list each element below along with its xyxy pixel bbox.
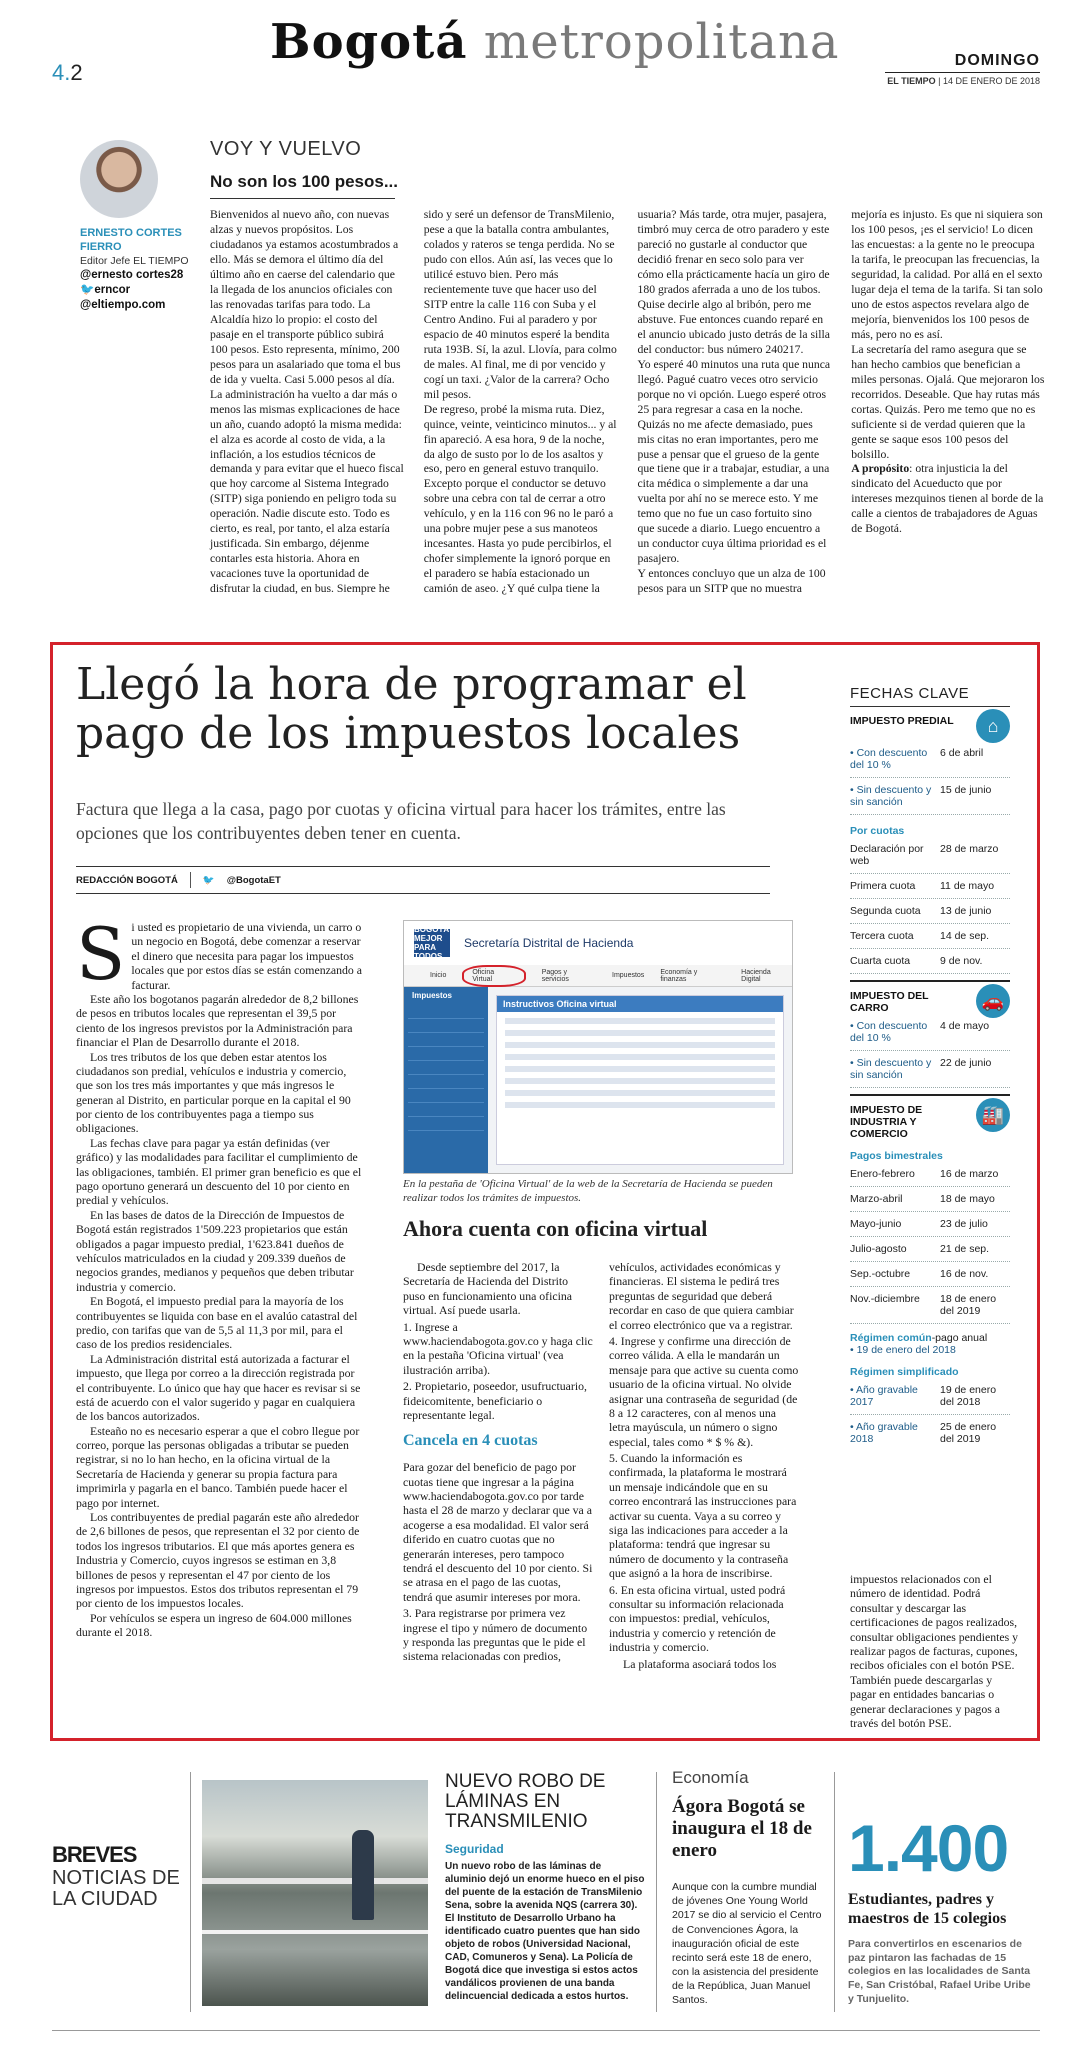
big-text: Para convertirlos en escenarios de paz pintaron las fachadas de 15 colegios en las localidades de Santa Fe, San Cristóbal, Rafael Uribe Uribe y Tunjuelito.	[848, 1938, 1031, 2005]
article-paragraph: Los contribuyentes de predial pagarán este año alrededor de 2,6 billones de pesos, que representan el 32 por ciento de todos los ingresos tributarios. El que más aportes genera es Industria y Comercio, cuyos ingresos se estiman en 3,8 billones de pesos y representan el 47 por ciento de los ingresos por impuestos. Estos dos tributos representan el 79 por ciento de los impuestos locales.	[76, 1510, 360, 1611]
date-row: • Con descuento del 10 % 4 de mayo	[850, 1014, 1010, 1051]
comun-row: Régimen común-pago anual • 19 de enero del 2018	[850, 1332, 988, 1356]
date-row: • Sin descuento y sin sanción 22 de junio	[850, 1051, 1010, 1088]
article-first-paragraph: Si usted es propietario de una vivienda, un carro o un negocio en Bogotá, debe comenzar a reservar el dinero que necesita para pagar los impuestos locales que por estos días se están comenzando a facturar.	[76, 920, 362, 996]
column-rule	[210, 198, 395, 199]
cuotas-subheading: Por cuotas	[850, 825, 905, 837]
bogota-logo: BOGOTÁ MEJOR PARA TODOS	[414, 925, 450, 961]
date-row: Mayo-junio 23 de julio	[850, 1212, 1010, 1237]
bottom-rule	[52, 2030, 1040, 2031]
article-paragraph: En las bases de datos de la Dirección de Impuestos de Bogotá están registrados 1'509.223 propietarios que están obligados a pagar impuesto predial, 1'623.841 dueños de vehículos matriculados en la ciudad y 209.339 dueños de negocios grandes, medianos y pequeños que deben tributar industria y comercio.	[76, 1207, 354, 1294]
sub-step: 5. Cuando la información es confirmada, la plataforma le mostrará un mensaje indicándole que en su correo encontrará las instrucciones para activar su cuenta. Vaya a su correo y siga las indicaciones para acceder a la plataforma: tendrá que ingresar su número de documento y la contraseña que asignó a la hora de inscribirse.	[609, 1451, 797, 1581]
ss-nav-item: Economía y finanzas	[660, 968, 698, 983]
sub-headline: Ahora cuenta con oficina virtual	[403, 1216, 708, 1241]
column-paragraph: Yo esperé 40 minutos una ruta que nunca llegó. Pagué cuatro veces otro servicio porque no vi opción. Luego esperé otros 25 para regresar a casa en la noche. Quizás no me afecte demasiado, pues mis citas no eran importantes, pero me puse a pensar que el grueso de la gente que tiene que ir a trabajar, estudiar, a una cita médica o simplemente a dar una vuelta por ahí no se merece esto. Y me temo que no fue un caso fortuito sino que sucede a diario. Luego encuentro a un conductor cuya última prioridad es el pasajero.	[637, 357, 831, 566]
masthead-light: metropolitana	[483, 14, 840, 70]
sub-step: 1. Ingrese a www.haciendabogota.gov.co y haga clic en la pestaña 'Oficina virtual' (vea ilustración arriba).	[403, 1319, 593, 1377]
date-row: Cuarta cuota 9 de nov.	[850, 949, 1010, 974]
column-paragraph: Y entonces concluyo que un alza de 100 pesos para un SITP que no muestra mejoría es injusto. Es que ni siquiera son los 100 pesos, ¡es el servicio! Lo dicen las encuestas: a la gente no le preocupa la tarifa, le preocupan las frecuencias, la seguridad, la calidad. Por allá en el sexto lugar deja el tema de la tarifa. Si tan solo uno de estos aspectos revelara algo de mejoría, bienvenidos los 100 pesos de más, pero no es así.	[637, 208, 1043, 596]
page-number: 4.2	[52, 60, 83, 85]
section-masthead	[270, 14, 840, 70]
article-paragraph: Esteaño no es necesario esperar a que el cobro llegue por correo, porque las personas obligadas a tributar se pueden registrar, si no lo han hecho, en la oficina virtual de la Secretaría de Hacienda y generar su propia factura para imprimirla y pagarla en el banco. También puede hacer el pago por internet.	[76, 1423, 360, 1510]
article-dek: Factura que llega a la casa, pago por cuotas y oficina virtual para hacer los trámites, entre las opciones que los contribuyentes deben tener en cuenta.	[76, 799, 726, 843]
byline-separator	[190, 872, 191, 888]
column-section: VOY Y VUELVO	[210, 138, 362, 160]
econ-title: Ágora Bogotá se inaugura el 18 de enero	[672, 1796, 812, 1861]
column-divider	[834, 1772, 835, 2012]
breves-label	[52, 1842, 182, 1910]
date-row: • Año gravable 2017 19 de enero del 2018	[850, 1378, 1010, 1415]
screenshot-caption: En la pestaña de 'Oficina Virtual' de la web de la Secretaría de Hacienda se pueden realizar todos los trámites de impuestos.	[403, 1178, 773, 1204]
column-paragraph: De regreso, probé la misma ruta. Diez, quince, veinte, veinticinco minutos... y al fin apareció. A esa hora, 9 de la noche, da algo de susto por lo de los asaltos y eso, pero en general estuvo tranquilo. Excepto porque el conductor se detuvo sobre una cebra con tal de cerrar a otro vehículo, y en la 116 con 96 no le paró a una pobre mujer pese a sus manoteos incesantes. Hasta yo pude percibirlos, el chofer simplemente la ignoró porque en el paradero se había estacionado un camión de aseo. ¿Y qué culpa tiene la usuaria? Más tarde, otra mujer, pasajera, timbró muy cerca de otro paradero y este pareció no gustarle al conductor que decidió frenar en seco solo para ver cómo ella prácticamente hacía un giro de 180 grados aferrada a uno de los tubos. Quise decirle algo al bribón, pero me abstuve. Fue entonces cuando reparé en el anuncio ubicado justo detrás de la silla del conductor: bus número 240217.	[423, 208, 830, 596]
sub-step: 4. Ingrese y confirme una dirección de correo válida. A ella le mandarán un mensaje para que active su cuenta como usuario de la oficina virtual. No olvide asignar una contraseña de seguridad (de 8 a 12 caracteres, con al menos una letra mayúscula, un número o signo especial, tales como * $ % &).	[609, 1333, 799, 1449]
sub-paragraph: Desde septiembre del 2017, la Secretaría de Hacienda del Distrito puso en funcionamiento una oficina virtual. Así puede usarla.	[403, 1260, 573, 1318]
factory-icon: 🏭	[976, 1098, 1010, 1132]
twitter-icon: 🐦	[202, 874, 215, 886]
byline-author: REDACCIÓN BOGOTÁ	[76, 874, 178, 886]
column-closing: A propósito: otra injusticia la del sindicato del Acueducto que por intereses mezquinos tienen al borde de la calle a cientos de trabajadores de Aguas de Bogotá.	[851, 462, 1044, 536]
ss-nav	[404, 965, 792, 987]
ss-nav-item: Pagos y servicios	[541, 968, 569, 983]
website-screenshot	[403, 920, 793, 1174]
page-header	[0, 0, 1092, 90]
fechas-clave-sidebar	[850, 685, 1010, 1451]
author-email: @ernesto cortes28	[80, 269, 184, 282]
ss-nav-item: Inicio	[430, 972, 447, 979]
author-twitter: 🐦erncor	[80, 284, 131, 297]
date-row: Sep.-octubre 16 de nov.	[850, 1262, 1010, 1287]
date-row: Declaración por web 28 de marzo	[850, 837, 1010, 874]
author-photo	[80, 140, 158, 218]
breves-title: BREVES	[52, 1842, 137, 1867]
sub-step: 3. Para registrarse por primera vez ingrese el tipo y número de documento y responda las preguntas que le pide el sistema relacionadas con predios, vehículos, actividades económicas y financieras. El sistema le pedirá tres preguntas de seguridad que deberá recordar en caso de que quiera cambiar el correo electrónico que va a registrar.	[403, 1260, 794, 1664]
author-role: Editor Jefe EL TIEMPO	[80, 254, 189, 267]
sub-step: 6. En esta oficina virtual, usted podrá consultar su información relacionada con impuestos: predial, vehículos, industria y comercio y retención de industria y comercio.	[609, 1582, 786, 1655]
author-name: ERNESTO CORTES FIERRO	[80, 227, 182, 254]
column-divider	[656, 1772, 657, 2012]
ss-header	[404, 921, 792, 965]
ss-sidebar-title: Impuestos	[412, 991, 453, 1000]
industria-heading: IMPUESTO DE INDUSTRIA Y COMERCIO 🏭	[850, 1104, 1010, 1140]
bimestral-subheading: Pagos bimestrales	[850, 1150, 943, 1162]
sub-step: 2. Propietario, poseedor, usufructuario, fideicomitente, beneficiario o representante legal.	[403, 1379, 587, 1422]
author-box	[80, 226, 190, 313]
dropcap: S	[76, 920, 126, 996]
article-paragraph: Las fechas clave para pagar ya están definidas (ver gráfico) y las modalidades para facilitar el cumplimiento de las obligaciones, también. El primer gran beneficio es que el pago oportuno generará un descuento del 10 por ciento en predial y vehículos.	[76, 1135, 362, 1208]
article-paragraph: Este año los bogotanos pagarán alrededor de 8,2 billones de pesos en tributos locales que representan el 39,5 por ciento de los ingresos previstos por la Administración para financiar el Plan de Desarrollo durante el 2018.	[76, 991, 359, 1050]
article-paragraph: Los tres tributos de los que deben estar atentos los ciudadanos son predial, vehículos e industria y comercio, que son los tres más importantes y que más ingresos le generan al Distrito, en particular porque en la capital el 90 por ciento de los contribuyentes paga a tiempo sus obligaciones.	[76, 1049, 351, 1136]
article-headline: Llegó la hora de programar el pago de los impuestos locales	[76, 659, 747, 760]
cuotas-text: Para gozar del beneficio de pago por cuotas tiene que ingresar a la página www.haciendabogota.gov.co por tarde hasta el 28 de marzo y declarar que va a acogerse a esa modalidad. El valor será diferido en cuatro cuotas que no generarán intereses, pero tampoco tendrá el descuento del 10 por ciento. Si se atrasa en el pago de las cuotas, tendrá que asumir intereses por mora.	[403, 1460, 593, 1604]
date-row: • Con descuento del 10 % 6 de abril	[850, 741, 1010, 778]
twitter-icon: 🐦	[80, 284, 95, 297]
column-body	[210, 208, 1045, 618]
header-rule	[885, 72, 1040, 73]
column-paragraph: La secretaría del ramo asegura que se han hecho cambios que benefician a miles personas. Ojalá. Que mejoraron los recorridos. Deseable. Que hay rutas más cortas. Quizás. Pero me temo que no es suficiente si de verdad quieren que la gente se saque esos 100 pesos del bolsillo.	[851, 342, 1045, 461]
day-label: DOMINGO	[954, 52, 1040, 69]
man-figure	[352, 1830, 374, 1920]
date-row: • Año gravable 2018 25 de enero del 2019	[850, 1421, 997, 1445]
author-domain: @eltiempo.com	[80, 299, 166, 312]
date-row: Marzo-abril 18 de mayo	[850, 1187, 1010, 1212]
byline-twitter[interactable]: @BogotaET	[226, 874, 281, 886]
column-paragraph: Bienvenidos al nuevo año, con nuevas alzas y nuevos propósitos. Los ciudadanos ya estamos acostumbrados a ello. Más se demora el último día del último año en caerse del calendario que la llegada de los anuncios oficiales con las renovadas tarifas para todo. La Alcaldía hizo lo propio: el costo del pasaje en el transporte público subirá 100 pesos. Esto representa, mínimo, 200 pesos para un asalariado que toma el bus de ida y vuelta. Casi 5.000 pesos al día. La administración ha vuelto a dar más o menos las mismas explicaciones de hace un año, cuando adoptó la misma medida: el alza es acorde al costo de vida, a la inflación, a los estudios técnicos de demanda y para evitar que el hueco fiscal que hoy carcome al Sistema Integrado (SITP) siga poniendo en peligro toda su operación. Nadie discute esto. Todo es cierto, es real, por tanto, el alza estaría justificada. Sin embargo, déjenme contarles esta historia. Ahora en vacaciones tuve la oportunidad de disfrutar la ciudad, en bus. Siempre he sido y seré un defensor de TransMilenio, pese a que la batalla contra ambulantes, colados y rateros se tenga perdida. No se pudo con ellos. Aún así, las veces que lo utilicé estuvo bien. Pero más recientemente tuve que hacer uso del SITP entre la calle 116 con Suba y el Centro Andino. Fui al paradero y por espacio de 40 minutos esperé la bendita ruta 193B. Sí, la azul. Llovía, para colmo de males. Al final, me di por vencido y cogí un taxi. ¿Valor de la carrera? Ocho mil pesos.	[210, 208, 617, 596]
sub-body	[403, 1260, 799, 1720]
article-paragraph: En Bogotá, el impuesto predial para la mayoría de los contribuyentes se liquida con base en el avalúo catastral del predio, con tarifas que van de 5,5 al 11,3 por mil, para el caso de los predios residenciales.	[76, 1294, 358, 1352]
ss-site-title: Secretaría Distrital de Hacienda	[464, 936, 634, 950]
date-row: Julio-agosto 21 de sep.	[850, 1237, 1010, 1262]
ss-nav-item: Hacienda Digital	[741, 968, 771, 983]
ss-main	[496, 995, 784, 1165]
date-row: Segunda cuota 13 de junio	[850, 899, 1010, 924]
date-row: • Sin descuento y sin sanción 15 de junio	[850, 778, 1010, 815]
masthead-bold: Bogotá	[270, 14, 468, 70]
article-paragraph: Por vehículos se espera un ingreso de 604.000 millones durante el 2018.	[76, 1610, 352, 1640]
article-byline	[76, 866, 770, 894]
car-icon: 🚗	[976, 984, 1010, 1018]
date-row: Tercera cuota 14 de sep.	[850, 924, 1010, 949]
sub-paragraph: La plataforma asociará todos los	[623, 1656, 777, 1671]
predial-heading: IMPUESTO PREDIAL ⌂	[850, 715, 1010, 727]
dateline: EL TIEMPO | 14 DE ENERO DE 2018	[887, 76, 1040, 86]
column-divider	[190, 1772, 191, 2012]
article-body	[76, 920, 362, 1720]
date-row: Nov.-diciembre 18 de enero del 2019	[850, 1287, 1010, 1324]
ss-nav-highlight: Oficina Virtual	[462, 965, 525, 987]
ss-section-bar: Instructivos Oficina virtual	[497, 996, 783, 1012]
carro-heading: IMPUESTO DEL CARRO 🚗	[850, 990, 1010, 1014]
big-number: 1.400	[848, 1811, 1009, 1885]
house-icon: ⌂	[976, 709, 1010, 743]
breves-subtitle: NOTICIAS DE LA CIUDAD	[52, 1867, 180, 1910]
article-paragraph: La Administración distrital está autorizada a facturar el impuesto, que llega por correo a la dirección registrada por el contribuyente. Lo único que hay que hacer es revisar si se está de acuerdo con el valor sugerido y pagar en cualquiera de los bancos autorizados.	[76, 1351, 361, 1424]
simplificado-subheading: Régimen simplificado	[850, 1366, 959, 1378]
article-tail: impuestos relacionados con el número de identidad. Podrá consultar y descargar las certificaciones de pagos realizados, consultar obligaciones pendientes y realizar pagos de facturas, cupones, recibos oficiales con el botón PSE. También puede descargarlas y pagar en entidades bancarias o generar declaraciones y pagos a través del botón PSE.	[850, 1572, 1019, 1730]
robo-title: NUEVO ROBO DE LÁMINAS EN TRANSMILENIO	[445, 1771, 606, 1832]
date-row: Enero-febrero 16 de marzo	[850, 1162, 1010, 1187]
transmilenio-photo	[202, 1780, 428, 2006]
robo-text: Un nuevo robo de las láminas de aluminio dejó un enorme hueco en el piso del puente de la estación de TransMilenio Sena, sobre la avenida NQS (carrera 30). El Instituto de Desarrollo Urbano ha identificado cuatro puentes que han sido objeto de robos (Universidad Nacional, CAD, Comuneros y Sena). La Policía de Bogotá dice que investiga si estos actos vandálicos provienen de una banda delincuencial dedicada a estos hurtos.	[445, 1861, 645, 2002]
date-row: Primera cuota 11 de mayo	[850, 874, 1010, 899]
big-title: Estudiantes, padres y maestros de 15 colegios	[848, 1891, 1007, 1928]
ss-sidebar	[404, 987, 488, 1173]
econ-section: Economía	[672, 1768, 749, 1787]
ss-nav-item: Impuestos	[612, 972, 645, 979]
cuotas-title: Cancela en 4 cuotas	[403, 1432, 538, 1450]
robo-section: Seguridad	[445, 1842, 504, 1856]
fechas-title: FECHAS CLAVE	[850, 685, 1010, 707]
column-title: No son los 100 pesos...	[210, 172, 399, 191]
econ-text: Aunque con la cumbre mundial de jóvenes One Young World 2017 se dio al servicio el Centro de Convenciones Ágora, la inauguración oficial de este recinto será este 18 de enero, con la asistencia del presidente de la República, Juan Manuel Santos.	[672, 1881, 822, 2007]
